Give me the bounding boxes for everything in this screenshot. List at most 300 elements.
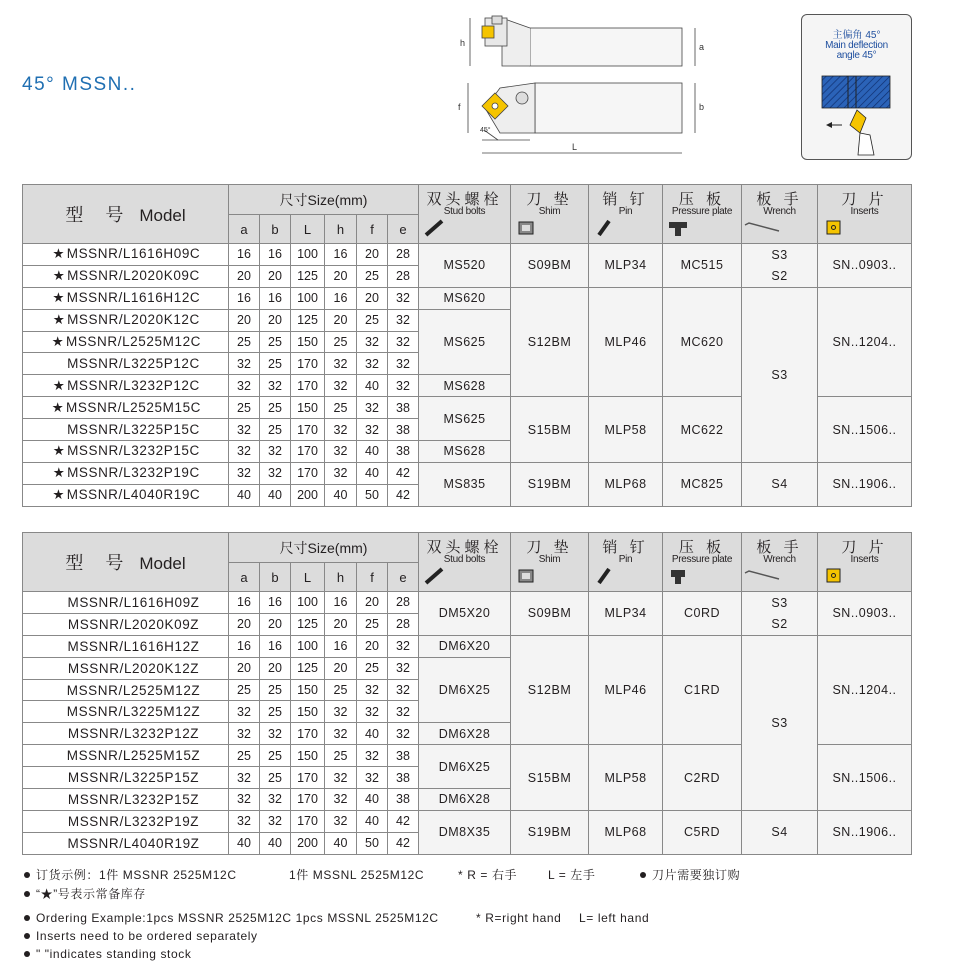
stock-star: ★ (52, 377, 66, 393)
model-code (23, 789, 229, 811)
dim-e-value: 38 (388, 419, 419, 441)
insert-part: SN..1906.. (818, 462, 912, 506)
dim-l-value: 170 (291, 441, 325, 463)
dim-l-value: 100 (291, 592, 325, 614)
plate-part: C1RD (663, 635, 742, 744)
model-code (23, 613, 229, 635)
stock-star: ★ (52, 290, 66, 306)
dim-e-value: 28 (388, 592, 419, 614)
dim-a-value: 20 (229, 265, 260, 287)
model-code (23, 287, 229, 309)
dim-e-value: 32 (388, 701, 419, 723)
table-row (23, 462, 912, 484)
dim-l-value: 100 (291, 244, 325, 266)
dim-f-value: 40 (357, 375, 388, 397)
dim-f-value: 40 (357, 789, 388, 811)
dim-e-value: 28 (388, 244, 419, 266)
dim-e-value: 42 (388, 484, 419, 506)
model-code (23, 397, 229, 419)
note-order-example-cn: 订货示例：1件 MSSNR 2525M12C (36, 868, 237, 882)
dim-a-value: 32 (229, 375, 260, 397)
dim-b-value: 16 (260, 244, 291, 266)
plate-part: MC622 (663, 397, 742, 463)
dim-e-value: 38 (388, 767, 419, 789)
dim-e-value: 32 (388, 635, 419, 657)
stock-star: ★ (52, 312, 66, 328)
dim-header-f: f (357, 215, 388, 244)
header-insert: 刀 片 Inserts (818, 185, 912, 244)
dim-a-value: 16 (229, 635, 260, 657)
dim-b-value: 32 (260, 441, 291, 463)
model-text: MSSNR/L1616H09Z (67, 594, 200, 610)
dim-h-value: 32 (325, 723, 357, 745)
dim-l-value: 125 (291, 613, 325, 635)
header-insert: 刀 片 Inserts (818, 533, 912, 592)
dim-b-value: 25 (260, 331, 291, 353)
stock-star: ★ (52, 487, 66, 503)
note-lh-en: L= left hand (579, 911, 650, 925)
stud-part: MS520 (419, 244, 511, 288)
model-code (23, 375, 229, 397)
stud-part: DM6X25 (419, 657, 511, 723)
pin-part: MLP58 (589, 745, 663, 811)
spec-table-c (22, 184, 912, 507)
header-stud: 双头螺栓 Stud bolts (419, 533, 511, 592)
page-title: 45° MSSN.. (22, 74, 137, 95)
model-text: MSSNR/L3232P15Z (67, 791, 200, 807)
wrench-part: S4 (742, 810, 818, 854)
dim-a-value: 32 (229, 767, 260, 789)
model-code (23, 484, 229, 506)
model-text: MSSNR/L2020K12C (67, 312, 200, 328)
wrench-icon (742, 567, 782, 585)
dim-a-label: a (699, 42, 705, 52)
plate-part: C2RD (663, 745, 742, 811)
dim-f-value: 32 (357, 397, 388, 419)
model-code (23, 832, 229, 854)
dim-header-l: L (291, 215, 325, 244)
dim-b-value: 32 (260, 462, 291, 484)
note-stock-cn: “★”号表示常备库存 (36, 887, 146, 901)
dim-a-value: 25 (229, 679, 260, 701)
shim-part: S09BM (511, 592, 589, 636)
dim-l-value: 170 (291, 375, 325, 397)
model-code (23, 419, 229, 441)
notes (24, 866, 944, 966)
model-text: MSSNR/L4040R19Z (67, 835, 200, 851)
dim-header-e: e (388, 215, 419, 244)
header-pin: 销 钉 Pin (589, 533, 663, 592)
pin-part: MLP46 (589, 287, 663, 396)
header-model: 型 号 Model (23, 185, 229, 244)
dim-b-value: 25 (260, 745, 291, 767)
note-stock-en: " "indicates standing stock (36, 947, 192, 961)
dim-b-value: 25 (260, 419, 291, 441)
header-plate: 压 板 Pressure plate (663, 533, 742, 592)
stud-part: DM6X25 (419, 745, 511, 789)
table-row (23, 810, 912, 832)
stock-star: ★ (52, 246, 66, 262)
header-model: 型 号 Model (23, 533, 229, 592)
dim-f-value: 20 (357, 287, 388, 309)
dim-e-value: 38 (388, 789, 419, 811)
dim-f-value: 32 (357, 679, 388, 701)
dim-header-l: L (291, 563, 325, 592)
dim-l-value: 170 (291, 810, 325, 832)
note-rh-en: * R=right hand (476, 911, 562, 925)
dim-a-value: 25 (229, 397, 260, 419)
dim-f-value: 32 (357, 701, 388, 723)
wrench-part: S4 (742, 462, 818, 506)
wrench-part: S2 (742, 613, 818, 635)
stud-part: DM6X20 (419, 635, 511, 657)
dim-l-value: 150 (291, 679, 325, 701)
model-text: MSSNR/L3225M12Z (66, 704, 201, 720)
dim-h-value: 32 (325, 810, 357, 832)
model-text: MSSNR/L1616H12Z (67, 638, 200, 654)
dim-f-value: 25 (357, 265, 388, 287)
pin-icon (589, 567, 619, 585)
dim-l-value: 170 (291, 462, 325, 484)
dim-h-value: 32 (325, 462, 357, 484)
table-row (23, 287, 912, 309)
dim-h-value: 20 (325, 309, 357, 331)
dim-h-value: 40 (325, 484, 357, 506)
dim-header-a: a (229, 563, 260, 592)
model-text: MSSNR/L3232P12C (67, 377, 200, 393)
dim-a-value: 16 (229, 287, 260, 309)
dim-f-value: 32 (357, 331, 388, 353)
stud-part: DM5X20 (419, 592, 511, 636)
model-text: MSSNR/L3225P15C (67, 422, 200, 438)
plate-part: C0RD (663, 592, 742, 636)
dim-h-value: 16 (325, 592, 357, 614)
header-size: 尺寸Size(mm) (229, 185, 419, 215)
dim-a-value: 16 (229, 592, 260, 614)
dim-f-value: 32 (357, 745, 388, 767)
dim-h-value: 40 (325, 832, 357, 854)
model-text: MSSNR/L3232P15C (67, 443, 200, 459)
model-text: MSSNR/L2020K12Z (67, 660, 200, 676)
stud-bolt-icon (419, 219, 449, 237)
dim-f-value: 50 (357, 484, 388, 506)
model-code (23, 679, 229, 701)
model-code (23, 723, 229, 745)
header-shim: 刀 垫 Shim (511, 185, 589, 244)
dim-h-value: 32 (325, 375, 357, 397)
dim-l-value: 125 (291, 309, 325, 331)
dim-l-value: 150 (291, 745, 325, 767)
detail-title-en-line1: Main deflection (825, 40, 888, 51)
model-code (23, 309, 229, 331)
dim-a-value: 16 (229, 244, 260, 266)
dim-b-value: 40 (260, 484, 291, 506)
dim-b-value: 25 (260, 679, 291, 701)
wrench-part: S3 (742, 592, 818, 614)
dim-h-label: h (460, 38, 466, 48)
header-pin: 销 钉 Pin (589, 185, 663, 244)
dim-b-value: 32 (260, 789, 291, 811)
dim-f-value: 25 (357, 309, 388, 331)
model-code (23, 244, 229, 266)
dim-b-value: 32 (260, 810, 291, 832)
model-text: MSSNR/L3232P12Z (67, 726, 200, 742)
stock-star: ★ (51, 399, 65, 415)
dim-e-value: 32 (388, 375, 419, 397)
stud-part: DM6X28 (419, 723, 511, 745)
model-code (23, 745, 229, 767)
note-order-example-en: Ordering Example:1pcs MSSNR 2525M12C 1pcs MSSNL 2525M12C (36, 911, 439, 925)
dim-l-value: 200 (291, 484, 325, 506)
stud-part: DM6X28 (419, 789, 511, 811)
insert-part: SN..1204.. (818, 287, 912, 396)
tool-holder-drawing (440, 8, 730, 168)
table-row (23, 592, 912, 614)
plate-part: MC620 (663, 287, 742, 396)
insert-part: SN..1204.. (818, 635, 912, 744)
dim-e-value: 28 (388, 613, 419, 635)
pin-icon (589, 219, 619, 237)
header-wrench: 板 手 Wrench (742, 185, 818, 244)
dim-l-value: 150 (291, 331, 325, 353)
detail-title-en-line2: angle 45° (836, 50, 877, 61)
dim-f-value: 32 (357, 353, 388, 375)
dim-a-value: 32 (229, 701, 260, 723)
insert-part: SN..1506.. (818, 397, 912, 463)
dim-b-value: 40 (260, 832, 291, 854)
model-code (23, 331, 229, 353)
dim-b-value: 16 (260, 635, 291, 657)
deflection-angle-detail (801, 14, 912, 160)
dim-f-value: 40 (357, 441, 388, 463)
dim-l-label: L (572, 142, 578, 152)
dim-l-value: 150 (291, 701, 325, 723)
header-wrench: 板 手 Wrench (742, 533, 818, 592)
dim-e-value: 42 (388, 832, 419, 854)
plate-part: C5RD (663, 810, 742, 854)
model-text: MSSNR/L2525M12Z (66, 682, 201, 698)
note-rh-cn: * R = 右手 (458, 868, 518, 882)
wrench-icon (742, 219, 782, 237)
note-lh-cn: L = 左手 (548, 868, 596, 882)
model-text: MSSNR/L2525M15Z (66, 748, 201, 764)
dim-a-value: 32 (229, 723, 260, 745)
dim-f-value: 20 (357, 635, 388, 657)
stud-part: MS835 (419, 462, 511, 506)
stock-star: ★ (52, 443, 66, 459)
dim-a-value: 32 (229, 789, 260, 811)
pin-part: MLP34 (589, 592, 663, 636)
dim-b-value: 16 (260, 287, 291, 309)
model-text: MSSNR/L2525M12C (65, 334, 202, 349)
model-text: MSSNR/L2020K09C (67, 268, 200, 284)
dim-b-value: 20 (260, 657, 291, 679)
wrench-part: S3 (742, 635, 818, 810)
insert-part: SN..1506.. (818, 745, 912, 811)
stud-part: DM8X35 (419, 810, 511, 854)
detail-title-cn: 主偏角 45° (832, 30, 881, 41)
header-stud: 双头螺栓 Stud bolts (419, 185, 511, 244)
dim-h-value: 16 (325, 635, 357, 657)
dim-a-value: 32 (229, 462, 260, 484)
stock-star: ★ (52, 465, 66, 481)
dim-angle-label: 45° (480, 127, 491, 134)
stud-part: MS625 (419, 309, 511, 375)
dim-header-b: b (260, 215, 291, 244)
dim-a-value: 32 (229, 353, 260, 375)
pin-part: MLP46 (589, 635, 663, 744)
dim-l-value: 170 (291, 789, 325, 811)
dim-h-value: 32 (325, 789, 357, 811)
dim-f-value: 25 (357, 657, 388, 679)
pin-part: MLP58 (589, 397, 663, 463)
dim-l-value: 125 (291, 265, 325, 287)
header-plate: 压 板 Pressure plate (663, 185, 742, 244)
model-text: MSSNR/L2020K09Z (67, 616, 200, 632)
dim-f-value: 32 (357, 419, 388, 441)
shim-part: S12BM (511, 635, 589, 744)
dim-e-value: 32 (388, 331, 419, 353)
stud-bolt-icon (419, 567, 449, 585)
model-code (23, 462, 229, 484)
dim-h-value: 32 (325, 701, 357, 723)
dim-l-value: 170 (291, 767, 325, 789)
stud-part: MS620 (419, 287, 511, 309)
model-code (23, 635, 229, 657)
dim-e-value: 38 (388, 441, 419, 463)
dim-f-value: 50 (357, 832, 388, 854)
dim-header-f: f (357, 563, 388, 592)
stud-part: MS628 (419, 375, 511, 397)
dim-h-value: 20 (325, 613, 357, 635)
dim-b-value: 20 (260, 265, 291, 287)
table-row (23, 244, 912, 266)
model-code (23, 353, 229, 375)
dim-e-value: 32 (388, 353, 419, 375)
dim-a-value: 32 (229, 419, 260, 441)
stock-star: ★ (52, 268, 66, 284)
dim-b-value: 25 (260, 701, 291, 723)
model-code (23, 265, 229, 287)
pressure-plate-icon (663, 219, 693, 237)
dim-f-value: 32 (357, 767, 388, 789)
dim-f-value: 40 (357, 462, 388, 484)
dim-a-value: 40 (229, 484, 260, 506)
insert-icon (818, 567, 848, 585)
header-size: 尺寸Size(mm) (229, 533, 419, 563)
dim-e-value: 38 (388, 397, 419, 419)
dim-l-value: 125 (291, 657, 325, 679)
insert-part: SN..1906.. (818, 810, 912, 854)
shim-icon (511, 219, 541, 237)
dim-f-value: 25 (357, 613, 388, 635)
pressure-plate-icon (663, 567, 693, 585)
dim-e-value: 32 (388, 657, 419, 679)
shim-icon (511, 567, 541, 585)
dim-a-value: 32 (229, 441, 260, 463)
model-text: MSSNR/L3232P19C (67, 465, 200, 481)
shim-part: S19BM (511, 810, 589, 854)
model-text: MSSNR/L3225P12C (67, 356, 200, 372)
dim-f-value: 40 (357, 723, 388, 745)
dim-a-value: 20 (229, 657, 260, 679)
dim-h-value: 32 (325, 441, 357, 463)
dim-l-value: 170 (291, 353, 325, 375)
wrench-part: S2 (742, 265, 818, 287)
shim-part: S15BM (511, 397, 589, 463)
dim-header-e: e (388, 563, 419, 592)
dim-h-value: 25 (325, 745, 357, 767)
dim-l-value: 200 (291, 832, 325, 854)
model-code (23, 810, 229, 832)
dim-e-value: 42 (388, 462, 419, 484)
model-text: MSSNR/L1616H12C (66, 290, 201, 306)
dim-l-value: 100 (291, 635, 325, 657)
stud-part: MS628 (419, 441, 511, 463)
model-text: MSSNR/L3232P19Z (67, 813, 200, 829)
shim-part: S12BM (511, 287, 589, 396)
dim-b-value: 32 (260, 375, 291, 397)
dim-h-value: 32 (325, 419, 357, 441)
dim-b-value: 32 (260, 723, 291, 745)
dim-header-h: h (325, 215, 357, 244)
model-text: MSSNR/L3225P15Z (67, 770, 200, 786)
dim-a-value: 20 (229, 613, 260, 635)
model-text: MSSNR/L1616H09C (66, 246, 201, 262)
plate-part: MC515 (663, 244, 742, 288)
shim-part: S19BM (511, 462, 589, 506)
model-code (23, 767, 229, 789)
header-shim: 刀 垫 Shim (511, 533, 589, 592)
dim-a-value: 25 (229, 331, 260, 353)
dim-l-value: 100 (291, 287, 325, 309)
pin-part: MLP34 (589, 244, 663, 288)
wrench-part: S3 (742, 244, 818, 266)
spec-table-z (22, 532, 912, 855)
model-text: MSSNR/L4040R19C (66, 487, 201, 503)
insert-part: SN..0903.. (818, 592, 912, 636)
dim-e-value: 32 (388, 309, 419, 331)
table-row (23, 635, 912, 657)
dim-e-value: 42 (388, 810, 419, 832)
dim-h-value: 25 (325, 331, 357, 353)
dim-b-value: 25 (260, 353, 291, 375)
note-inserts-cn: 刀片需要独订购 (652, 868, 741, 882)
dim-header-a: a (229, 215, 260, 244)
dim-a-value: 32 (229, 810, 260, 832)
dim-b-value: 20 (260, 309, 291, 331)
insert-part: SN..0903.. (818, 244, 912, 288)
dim-a-value: 40 (229, 832, 260, 854)
dim-b-value: 25 (260, 397, 291, 419)
model-text: MSSNR/L2525M15C (65, 399, 202, 415)
pin-part: MLP68 (589, 810, 663, 854)
dim-b-label: b (699, 102, 705, 112)
dim-b-value: 16 (260, 592, 291, 614)
shim-part: S09BM (511, 244, 589, 288)
model-code (23, 441, 229, 463)
dim-l-value: 150 (291, 397, 325, 419)
dim-f-value: 40 (357, 810, 388, 832)
insert-icon (818, 219, 848, 237)
dim-b-value: 25 (260, 767, 291, 789)
dim-h-value: 20 (325, 265, 357, 287)
model-code (23, 657, 229, 679)
dim-h-value: 25 (325, 679, 357, 701)
dim-h-value: 32 (325, 767, 357, 789)
pin-part: MLP68 (589, 462, 663, 506)
dim-e-value: 32 (388, 287, 419, 309)
